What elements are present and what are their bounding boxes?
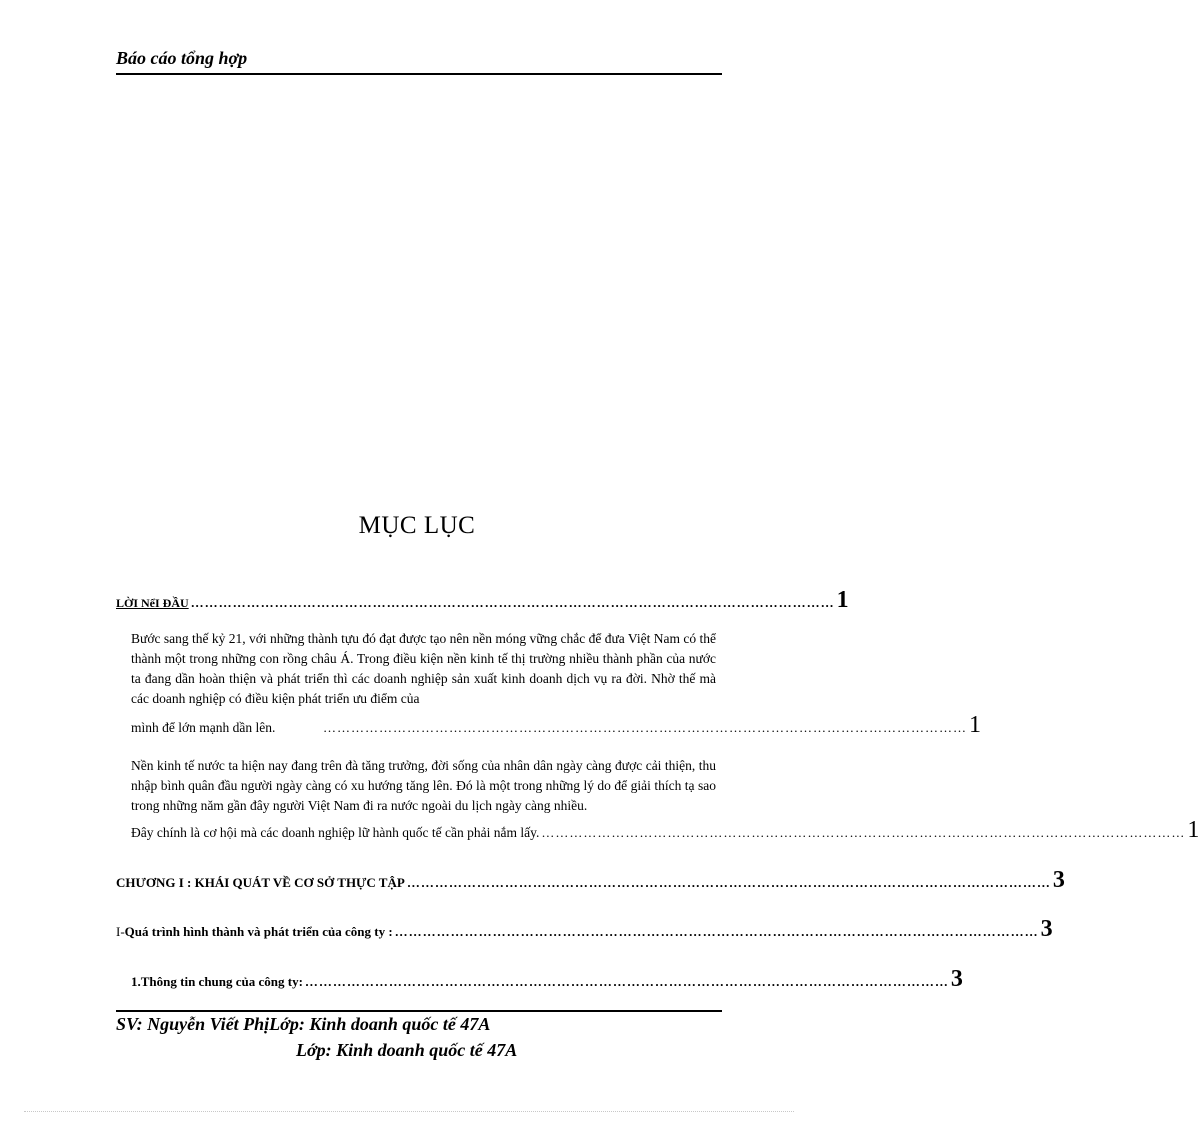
- page-bottom-dotted-border: [24, 1111, 794, 1112]
- footer-class-line: Lớp: Kinh doanh quốc tế 47A: [296, 1040, 518, 1060]
- toc-leader-dots: …………………………………………………………………………………………………………………………: [394, 924, 1039, 939]
- toc-page-number: 3: [1052, 867, 1065, 893]
- toc-page-number: 1: [1187, 817, 1199, 843]
- toc-section-marker: I-: [116, 924, 125, 939]
- toc-entry-label: 1.Thông tin chung của công ty:: [131, 974, 303, 989]
- page-header-title: Báo cáo tổng hợp: [116, 48, 248, 68]
- intro-paragraph-2: Nền kinh tế nước ta hiện nay đang trên đà tăng trưởng, đời sống của nhân dân ngày càng được cải thiện, thu nhập bình quân đầu người ngày càng có xu hướng tăng lên. Đó là một trong những lý do để giải thích tạ sao trong những năm gần đây người Việt Nam đi ra nước ngoài du lịch ngày càng nhiều.: [131, 758, 716, 813]
- toc-leader-dots: …………………………………………………………………………………………………………………………: [406, 875, 1051, 890]
- toc-entry-label: mình để lớn mạnh dần lên.: [131, 720, 276, 735]
- toc-entry-paragraph-1-end[interactable]: [131, 712, 981, 738]
- toc-entry-label: Đây chính là cơ hội mà các doanh nghiệp lữ hành quốc tế cần phải nắm lấy.: [131, 825, 540, 840]
- toc-entry-label: CHƯƠNG I : KHÁI QUÁT VỀ CƠ SỞ THỰC TẬP: [116, 875, 405, 890]
- toc-leader-dots: …………………………………………………………………………………………………………………………: [541, 825, 1186, 840]
- toc-leader-dots: …………………………………………………………………………………………………………………………: [323, 720, 967, 735]
- toc-entry-label: Quá trình hình thành và phát triển của công ty :: [124, 924, 393, 939]
- toc-entry-loi-noi-dau[interactable]: [116, 587, 849, 613]
- toc-leader-dots: …………………………………………………………………………………………………………………………: [304, 974, 949, 989]
- toc-leader-dots: …………………………………………………………………………………………………………………………: [190, 595, 835, 610]
- toc-entry-chapter-1[interactable]: [116, 867, 1065, 893]
- header-rule: [116, 73, 722, 75]
- toc-page-number: 1: [836, 587, 849, 613]
- toc-page-number: 3: [950, 966, 963, 992]
- toc-entry-section-1[interactable]: [116, 916, 1053, 942]
- toc-page-number: 3: [1040, 916, 1053, 942]
- intro-paragraph-1: Bước sang thế kỷ 21, với những thành tựu đó đạt được tạo nên nền móng vững chắc để đưa Việt Nam có thể thành một trong những con rồng châu Á. Trong điều kiện nền kinh tế thị trường nhiều thành phần của nước ta đang dần hoàn thiện và phát triển thì các doanh nghiệp sản xuất kinh doanh dịch vụ ra đời. Nhờ thế mà các doanh nghiệp có điều kiện phát triển ưu điểm của: [131, 631, 716, 706]
- toc-entry-subsection-1[interactable]: [131, 966, 963, 992]
- footer-student-line: SV: Nguyễn Viết PhịLớp: Kinh doanh quốc tế 47A: [116, 1014, 491, 1034]
- toc-title: MỤC LỤC: [358, 512, 476, 539]
- toc-entry-label: LỜI NểI ĐẦU: [116, 596, 189, 610]
- footer-rule: [116, 1010, 722, 1012]
- toc-page-number: 1: [969, 712, 981, 738]
- toc-entry-paragraph-2-end[interactable]: [131, 817, 1199, 843]
